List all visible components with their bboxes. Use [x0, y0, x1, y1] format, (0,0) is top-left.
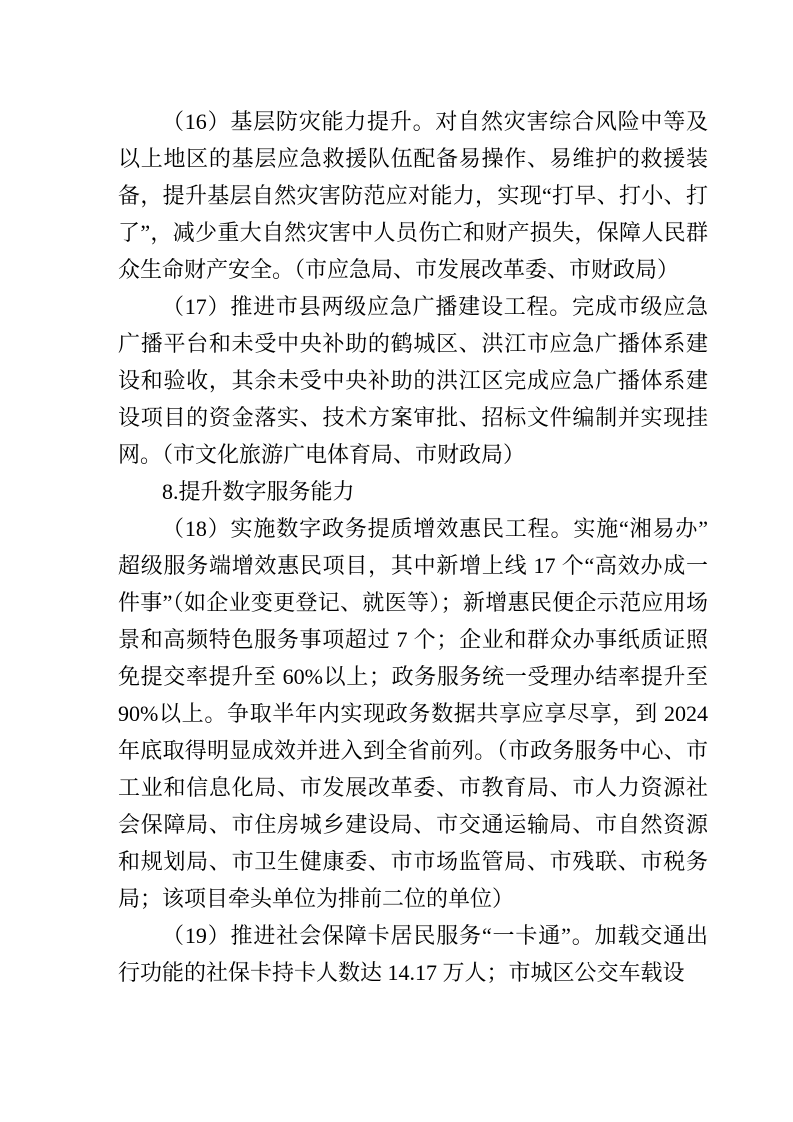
paragraph-item-19: （19）推进社会保障卡居民服务“一卡通”。加载交通出行功能的社保卡持卡人数达 14.17 万人；市城区公交车载设 [118, 923, 708, 985]
document-body [118, 103, 708, 991]
paragraph-item-16: （16）基层防灾能力提升。对自然灾害综合风险中等及以上地区的基层应急救援队伍配备易操作、易维护的救援装备，提升基层自然灾害防范应对能力，实现“打早、打小、打了”，减少重大自然灾害中人员伤亡和财产损失，保障人民群众生命财产安全。（市应急局、市发展改革委、市财政局） [118, 109, 708, 282]
section-heading-8: 8.提升数字服务能力 [162, 479, 355, 504]
paragraph-item-17: （17）推进市县两级应急广播建设工程。完成市级应急广播平台和未受中央补助的鹤城区、洪江市应急广播体系建设和验收，其余未受中央补助的洪江区完成应急广播体系建设项目的资金落实、技术方案审批、招标文件编制并实现挂网。（市文化旅游广电体育局、市财政局） [118, 294, 708, 467]
paragraph-item-18: （18）实施数字政务提质增效惠民工程。实施“湘易办”超级服务端增效惠民项目，其中新增上线 17 个“高效办成一件事”（如企业变更登记、就医等）；新增惠民便企示范应用场景和高频特色服务事项超过 7 个；企业和群众办事纸质证照免提交率提升至 60%以上；政务服务统一受理办结率提升至 90%以上。争取半年内实现政务数据共享应享尽享，到 2024 年底取得明显成效并进入到全省前列。（市政务服务中心、市工业和信息化局、市发展改革委、市教育局、市人力资源社会保障局、市住房城乡建设局、市交通运输局、市自然资源和规划局、市卫生健康委、市市场监管局、市残联、市税务局；该项目牵头单位为排前二位的单位） [118, 516, 708, 911]
